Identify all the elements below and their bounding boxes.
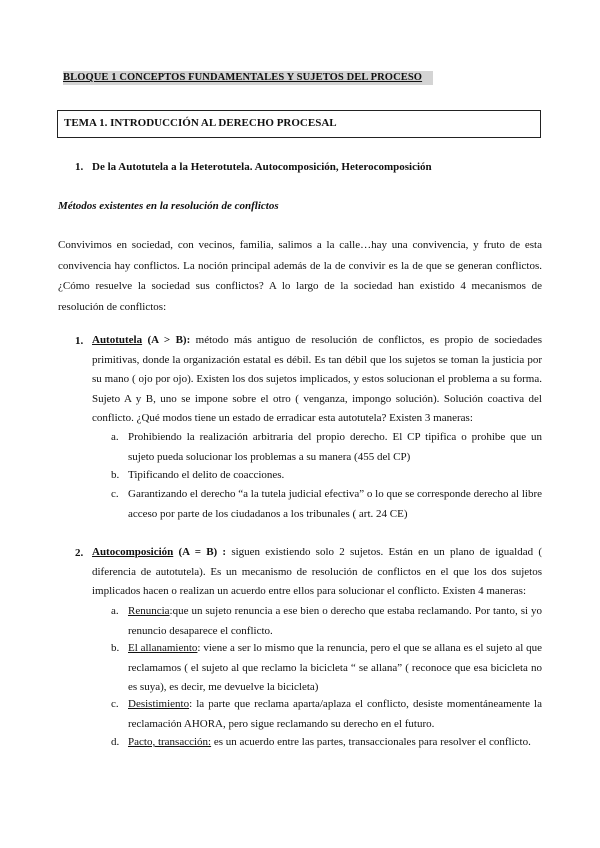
- list-item-autocomposicion: [75, 543, 542, 602]
- sub-text: Tipificando el delito de coacciones.: [128, 469, 285, 481]
- sub-text: [128, 602, 542, 641]
- item-text: método más antiguo de resolución de conflictos, es propio de sociedades primitivas, donde la organización estatal es débil. Es tan débil que los sujetos se toman la justicia por su mano ( ojo por ojo). Existen los dos sujetos implicados, y estos solucionan el problema a su forma. Sujeto A y B, uno se impone sobre el otro ( venganza, impongo solución). Solución coactiva del conflicto. ¿Qué modos tiene un estado de erradicar esta autotutela? Existen 3 maneras:: [92, 334, 542, 424]
- sub-item-c: [111, 485, 542, 524]
- topic-title: TEMA 1. INTRODUCCIÓN AL DERECHO PROCESAL: [64, 117, 337, 129]
- sub-letter: c.: [111, 698, 119, 710]
- sub-text: Prohibiendo la realización arbitraria del propio derecho. El CP tipifica o prohibe que un sujeto pueda solucionar los problemas a su manera (455 del CP): [128, 431, 542, 463]
- sub-description: : la parte que reclama aparta/aplaza el conflicto, desiste momentáneamente la reclamación AHORA, pero sigue reclamando su derecho en el futuro.: [128, 698, 542, 730]
- item-lead: [92, 334, 190, 346]
- sub-text: [128, 733, 542, 753]
- item-lead: [92, 546, 226, 558]
- sub-letter: d.: [111, 736, 120, 748]
- sub-item-desistimiento: [111, 695, 542, 734]
- list-item-autotutela: [75, 331, 542, 429]
- section-number: 1.: [75, 161, 84, 173]
- sub-term: El allanamiento: [128, 642, 198, 654]
- section-title: De la Autotutela a la Heterotutela. Autocomposición, Heterocomposición: [92, 161, 432, 173]
- sub-item-a: [111, 428, 542, 467]
- sub-description: es un acuerdo entre las partes, transaccionales para resolver el conflicto.: [211, 736, 531, 748]
- item-term: Autotutela: [92, 334, 143, 346]
- sub-letter: a.: [111, 431, 119, 443]
- item-formula: (A > B):: [142, 334, 191, 346]
- topic-title-box: [57, 110, 541, 138]
- sub-text: Garantizando el derecho “a la tutela judicial efectiva” o lo que se corresponde derecho al libre acceso por parte de los ciudadanos a los tribunales ( art. 24 CE): [128, 488, 542, 520]
- sub-letter: c.: [111, 488, 119, 500]
- sub-term: Renuncia: [128, 605, 170, 617]
- sub-item-pacto: [111, 733, 542, 753]
- sub-letter: b.: [111, 469, 120, 481]
- intro-paragraph: Convivimos en sociedad, con vecinos, familia, salimos a la calle…hay una convivencia, y fruto de esta convivencia hay conflictos. La noción principal además de la de convivir es la de que se generan conflictos. ¿Cómo resuelve la sociedad sus conflictos? A lo largo de la sociedad han existido 4 mecanismos de resolución de conflictos:: [58, 239, 542, 313]
- sub-item-b: [111, 466, 542, 486]
- sub-text: [128, 695, 542, 734]
- sub-term: Desistimiento: [128, 698, 190, 710]
- sub-item-renuncia: [111, 602, 542, 641]
- item-number: 1.: [75, 335, 84, 347]
- sub-text: [128, 639, 542, 698]
- item-body: [92, 331, 542, 429]
- sub-description: : viene a ser lo mismo que la renuncia, pero el que se allana es el sujeto al que reclamamos ( el sujeto al que reclamo la bicicleta “ se allana” ( reconoce que esa bicicleta no es suya), es decir, me devuelve la bicicleta): [128, 642, 542, 693]
- subheading: Métodos existentes en la resolución de conflictos: [58, 200, 279, 212]
- item-formula: (A = B) :: [173, 546, 227, 558]
- sub-term: Pacto, transacción:: [128, 736, 212, 748]
- item-text: siguen existiendo solo 2 sujetos. Están en un plano de igualdad ( diferencia de autotutela). Es un mecanismo de resolución de conflictos en el que los dos sujetos implicados hacen o realizan un acuerdo entre ellos para solucionar el conflicto. Existen 4 maneras:: [92, 546, 542, 597]
- sub-letter: a.: [111, 605, 119, 617]
- item-term: Autocomposición: [92, 546, 174, 558]
- section-heading: [75, 161, 432, 173]
- block-heading: BLOQUE 1 CONCEPTOS FUNDAMENTALES Y SUJETOS DEL PROCESO: [63, 71, 433, 85]
- item-number: 2.: [75, 547, 84, 559]
- sub-letter: b.: [111, 642, 120, 654]
- sub-item-allanamiento: [111, 639, 542, 698]
- sub-description: :que un sujeto renuncia a ese bien o derecho que estaba reclamando. Por tanto, si yo renuncio desaparece el conflicto.: [128, 605, 542, 637]
- item-body: [92, 543, 542, 602]
